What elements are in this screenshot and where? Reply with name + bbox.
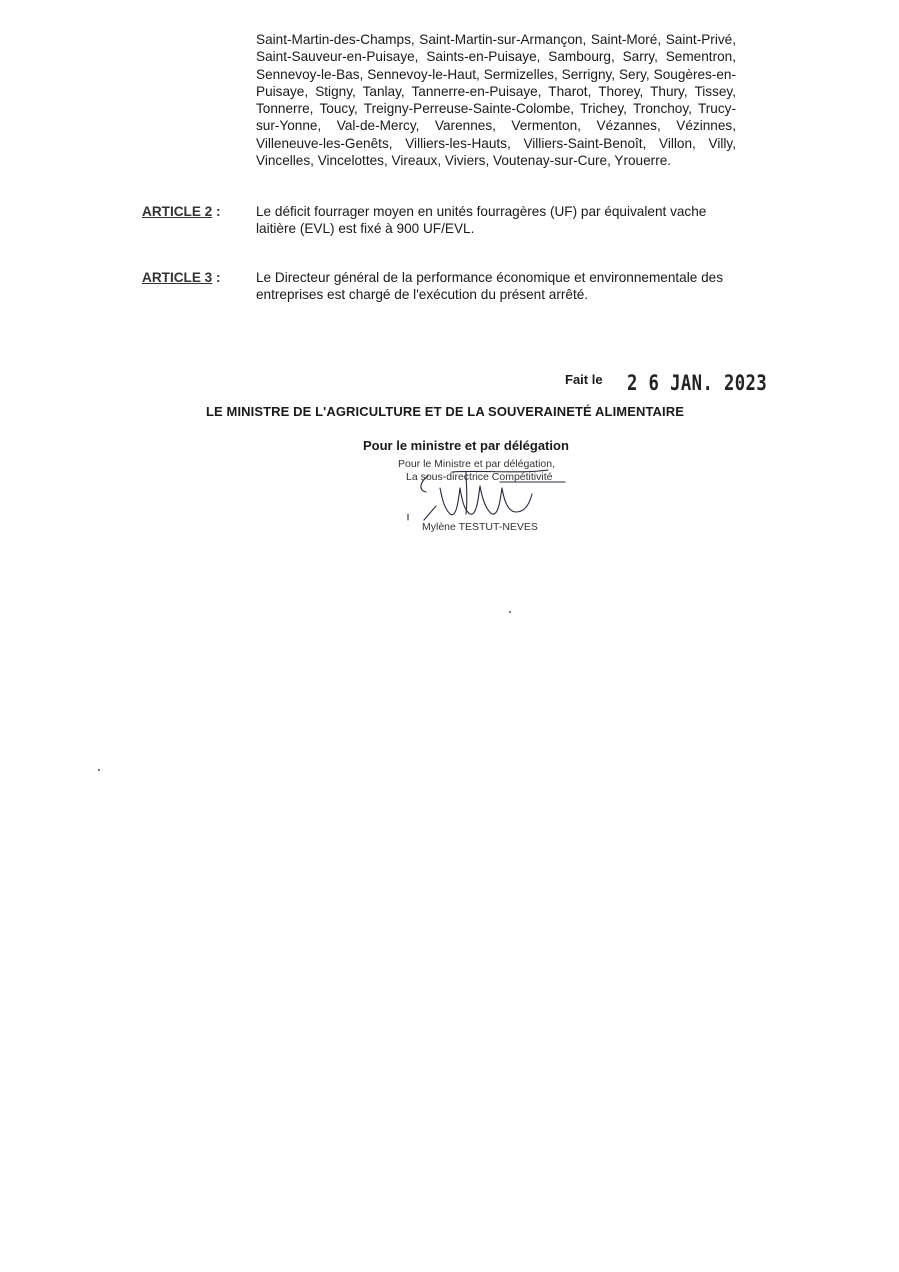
signatory-name: Mylène TESTUT-NEVES xyxy=(422,521,538,533)
article-3-text: Le Directeur général de la performance économique et environnementale des entreprises est chargé de l'exécution du présent arrêté. xyxy=(256,270,723,303)
article-2-text: Le déficit fourrager moyen en unités fourragères (UF) par équivalent vache laitière (EVL) est fixé à 900 UF/EVL. xyxy=(256,204,707,237)
article-3-label: ARTICLE 3 : xyxy=(142,270,221,285)
stamp-title-line: La sous-directrice Compétitivité xyxy=(406,471,553,483)
stamp-delegation-line: Pour le Ministre et par délégation, xyxy=(398,458,556,470)
scan-speck xyxy=(98,769,100,771)
handwritten-signature xyxy=(400,468,600,528)
date-stamp: 2 6 JAN. 2023 xyxy=(627,371,768,395)
minister-title: LE MINISTRE DE L'AGRICULTURE ET DE LA SOUVERAINETÉ ALIMENTAIRE xyxy=(206,404,685,419)
delegation-line: Pour le ministre et par délégation xyxy=(363,438,569,453)
article-2-label: ARTICLE 2 : xyxy=(142,204,221,219)
communes-list: Saint-Martin-des-Champs, Saint-Martin-sur-Armançon, Saint-Moré, Saint-Privé, Saint-Sauveur-en-Puisaye, Saints-en-Puisaye, Sambourg, Sarry, Sementron, Sennevoy-le-Bas, Sennevoy-le-Haut, Sermizelles, Serrigny, Sery, Sougères-en-Puisaye, Stigny, Tanlay, Tannerre-en-Puisaye, Tharot, Thorey, Thury, Tissey, Tonnerre, Toucy, Treigny-Perreuse-Sainte-Colombe, Trichey, Tronchoy, Trucy-sur-Yonne, Val-de-Mercy, Varennes, Vermenton, Vézannes, Vézinnes, Villeneuve-les-Genêts, Villiers-les-Hauts, Villiers-Saint-Benoît, Villon, Villy, Vincelles, Vincelottes, Vireaux, Viviers, Voutenay-sur-Cure, Yrouerre. xyxy=(256,32,736,169)
fait-le-label: Fait le xyxy=(565,372,603,387)
scan-speck xyxy=(509,611,511,613)
